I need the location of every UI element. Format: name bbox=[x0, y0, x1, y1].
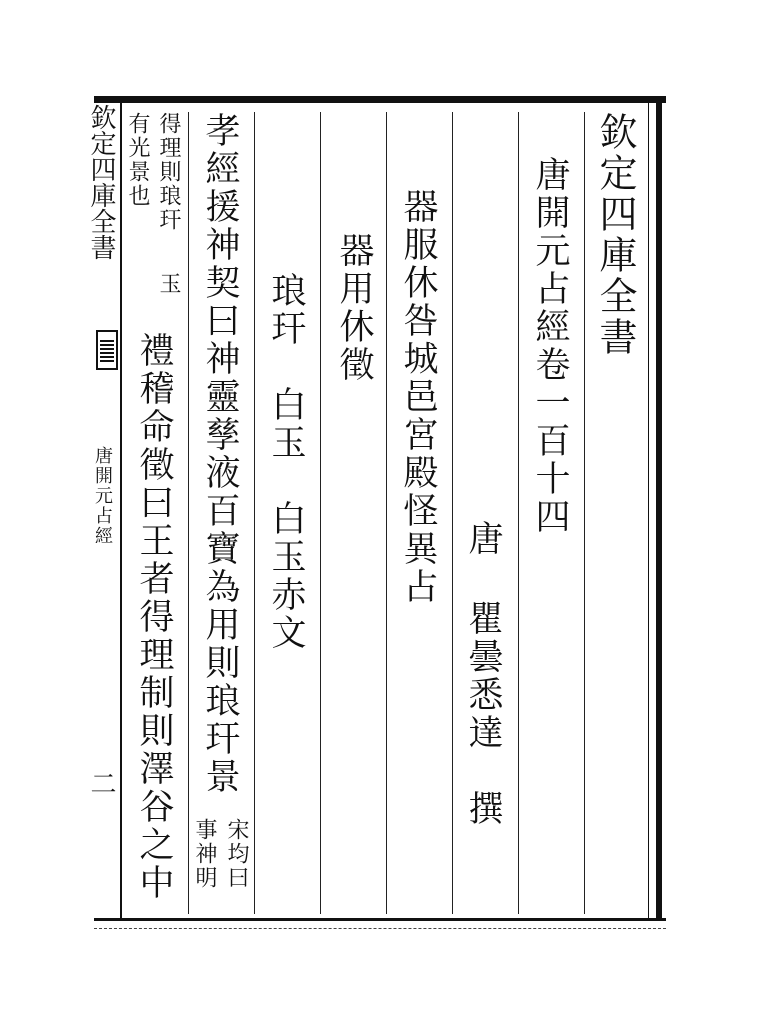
subheading: 器用休徵 bbox=[334, 232, 374, 384]
fold-line bbox=[120, 103, 122, 918]
frame-top-border bbox=[94, 96, 666, 103]
commentary-line-1: 宋均曰 bbox=[224, 818, 249, 890]
column-rule bbox=[254, 112, 255, 914]
edge-book-title: 唐開元占經 bbox=[92, 446, 113, 546]
scroll-title: 唐開元占經卷一百十四 bbox=[530, 156, 570, 536]
section-heading: 器服休咎城邑宮殿怪異占 bbox=[398, 188, 438, 606]
quote-li-top-end: 玉 bbox=[156, 272, 181, 296]
column-rule bbox=[518, 112, 519, 914]
edge-title: 欽定四庫全書 bbox=[86, 104, 116, 260]
quote-xiaojing: 孝經援神契曰神靈孳液百寶為用則琅玕景 bbox=[200, 112, 240, 796]
author-name: 瞿曇悉達 bbox=[463, 600, 503, 752]
langgan-line: 琅玕 白玉 白玉赤文 bbox=[266, 272, 306, 652]
column-rule bbox=[320, 112, 321, 914]
quote-li-top: 得理則琅玕 bbox=[156, 112, 181, 232]
quote-li-second: 有光景也 bbox=[125, 112, 150, 208]
author-dynasty: 唐 bbox=[463, 520, 503, 558]
fish-tail-mark bbox=[96, 330, 118, 370]
header-title: 欽定四庫全書 bbox=[593, 112, 637, 358]
column-rule bbox=[584, 112, 585, 914]
frame-right-inner-line bbox=[648, 103, 649, 918]
author-role: 撰 bbox=[463, 790, 503, 828]
column-rule bbox=[386, 112, 387, 914]
quote-li-main: 禮稽命徵曰王者得理制則澤谷之中 bbox=[134, 332, 174, 902]
column-rule bbox=[188, 112, 189, 914]
bottom-dashed-line bbox=[94, 928, 666, 929]
edge-page-number: 二 bbox=[86, 770, 116, 796]
commentary-line-2: 事神明 bbox=[192, 818, 217, 890]
frame-right-border bbox=[656, 96, 662, 921]
frame-bottom-border bbox=[94, 918, 666, 921]
column-rule bbox=[452, 112, 453, 914]
